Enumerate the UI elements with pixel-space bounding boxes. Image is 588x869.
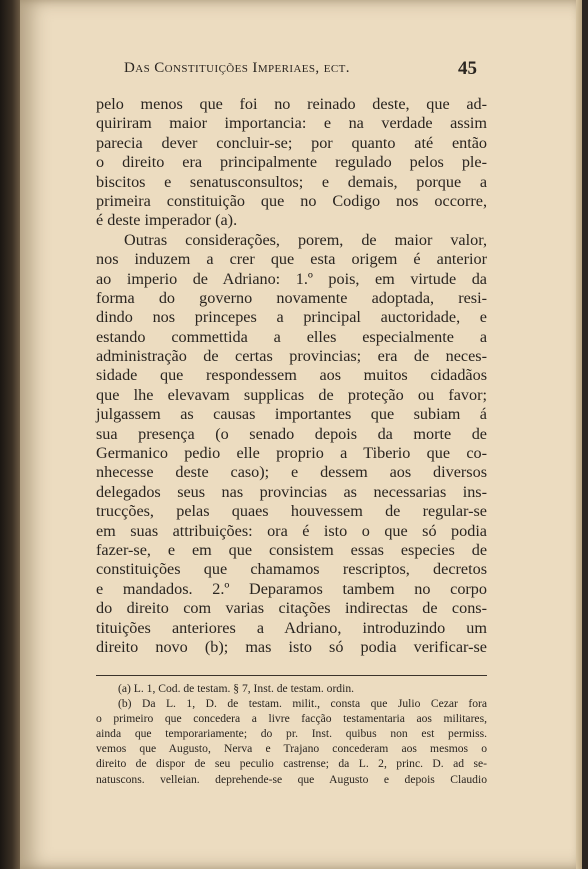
body-text xyxy=(96,95,487,657)
body-line: biscitos e senatusconsultos; e demais, porque a xyxy=(96,172,487,191)
body-line: que lhe elevavam supplicas de proteção ou favor; xyxy=(96,385,487,404)
footnote-line: ainda que temporariamente; do pr. Inst. quibus non est permiss. xyxy=(96,727,487,741)
body-line: julgassem as causas importantes que subiam á xyxy=(96,405,487,424)
body-line: tituições anteriores a Adriano, introduzindo um xyxy=(96,618,487,637)
footnote-line: o primeiro que concedera a livre facção testamentaria aos militares, xyxy=(96,712,487,726)
body-line: administração de certas provincias; era de neces- xyxy=(96,347,487,366)
body-line: ao imperio de Adriano: 1.º pois, em virtude da xyxy=(96,269,487,288)
body-line: sidade que respondessem aos muitos cidadãos xyxy=(96,366,487,385)
running-title: Das Constituições Imperiaes, ect. xyxy=(124,60,350,76)
body-line: delegados seus nas provincias as necessarias ins- xyxy=(96,482,487,501)
body-line: nhecesse deste caso); e dessem aos diversos xyxy=(96,463,487,482)
body-line: direito novo (b); mas isto só podia verificar-se xyxy=(96,637,487,656)
footnote-line: vemos que Augusto, Nerva e Trajano concederam aos mesmos o xyxy=(96,742,487,756)
footnotes xyxy=(96,681,487,787)
body-line: parecia dever concluir-se; por quanto até então xyxy=(96,133,487,152)
body-line: primeira constituição que no Codigo nos occorre, xyxy=(96,191,487,210)
footnote-line: direito de dispor de seu peculio castrense; da L. 2, princ. D. ad se- xyxy=(96,757,487,771)
footnote-divider xyxy=(96,675,487,676)
body-line: e mandados. 2.º Deparamos tambem no corpo xyxy=(96,579,487,598)
body-line: sua presença (o senado depois da morte de xyxy=(96,424,487,443)
body-line: dindo nos princepes a principal auctoridade, e xyxy=(96,308,487,327)
footnote-line: (b) Da L. 1, D. de testam. milit., consta que Julio Cezar fora xyxy=(118,697,487,711)
page-edge xyxy=(576,0,582,869)
body-line: é deste imperador (a). xyxy=(96,211,238,230)
body-line: nos induzem a crer que esta origem é anterior xyxy=(96,250,487,269)
body-line: Outras considerações, porem, de maior valor, xyxy=(124,230,487,249)
page-number: 45 xyxy=(458,58,477,79)
body-line: estando commettida a elles especialmente a xyxy=(96,327,487,346)
footnote-line: natuscons. velleian. deprehende-se que Augusto e depois Claudio xyxy=(96,772,487,786)
body-line: fazer-se, e em que consistem essas especies de xyxy=(96,540,487,559)
body-line: forma do governo novamente adoptada, resi- xyxy=(96,288,487,307)
body-line: do direito com varias citações indirectas de cons- xyxy=(96,599,487,618)
body-line: trucções, pelas quaes houvessem de regular-se xyxy=(96,502,487,521)
body-line: em suas attribuições: ora é isto o que só podia xyxy=(96,521,487,540)
body-line: pelo menos que foi no reinado deste, que ad- xyxy=(96,95,487,113)
body-line: o direito era principalmente regulado pelos ple- xyxy=(96,153,487,172)
footnote-line: (a) L. 1, Cod. de testam. § 7, Inst. de testam. ordin. xyxy=(118,682,355,695)
body-line: constituições que chamamos rescriptos, decretos xyxy=(96,560,487,579)
body-line: quiriram maior importancia: e na verdade assim xyxy=(96,114,487,133)
book-spine-shadow xyxy=(0,0,20,869)
body-line: Germanico pedio elle proprio a Tiberio que co- xyxy=(96,444,487,463)
